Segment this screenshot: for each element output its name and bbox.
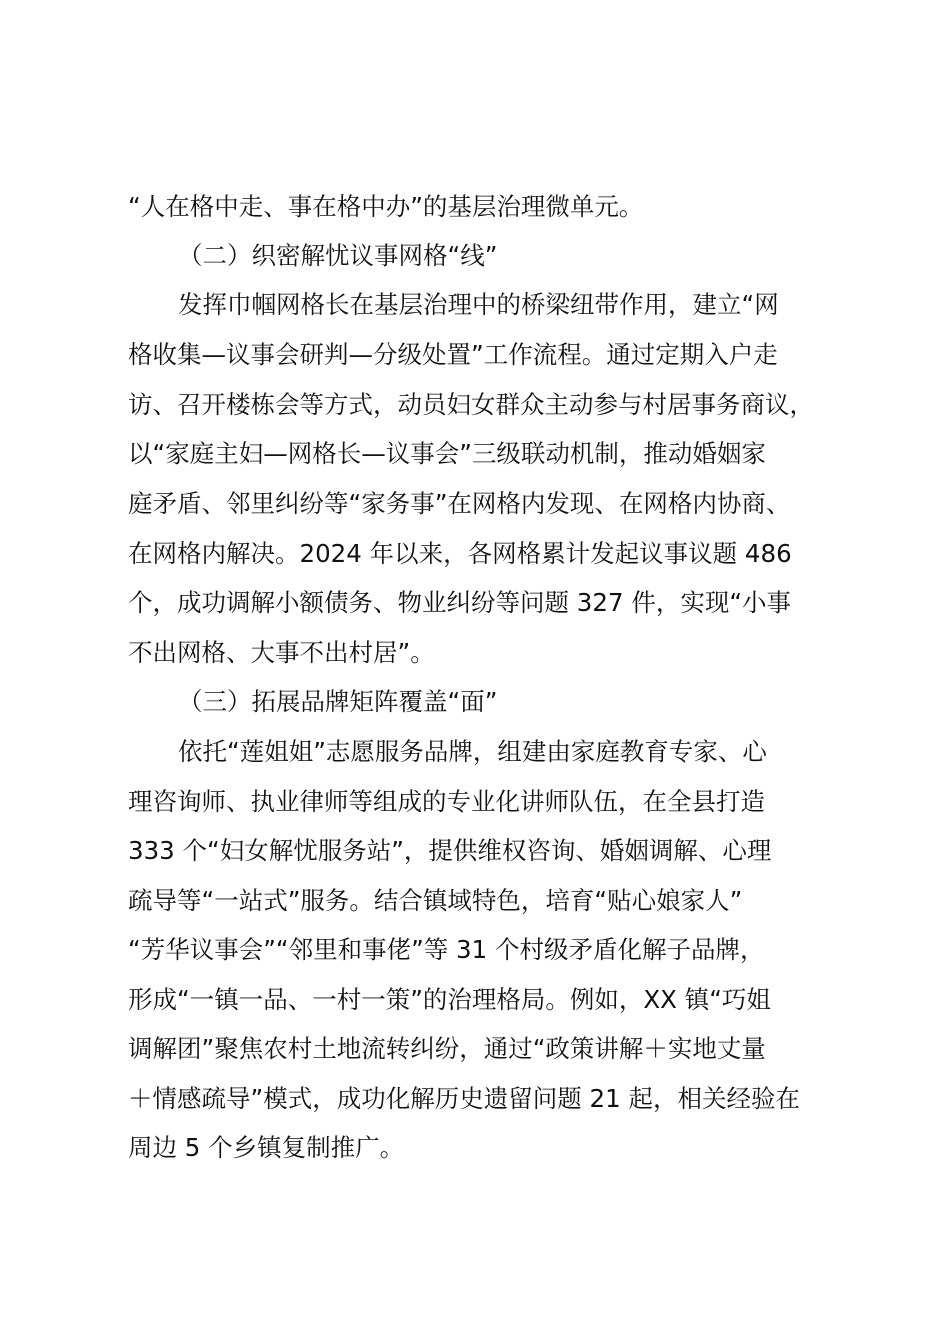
paragraph-line: 调解团”聚焦农村土地流转纠纷，通过“政策讲解＋实地丈量 bbox=[128, 1034, 766, 1063]
paragraph-line: 不出网格、大事不出村居”。 bbox=[128, 638, 435, 667]
paragraph-line: 庭矛盾、邻里纠纷等“家务事”在网格内发现、在网格内协商、 bbox=[128, 489, 791, 518]
paragraph-line: 周边 5 个乡镇复制推广。 bbox=[128, 1133, 405, 1162]
paragraph-line: ＋情感疏导”模式，成功化解历史遗留问题 21 起，相关经验在 bbox=[128, 1084, 800, 1113]
paragraph-line: 333 个“妇女解忧服务站”，提供维权咨询、婚姻调解、心理 bbox=[128, 836, 772, 865]
paragraph-line: 依托“莲姐姐”志愿服务品牌，组建由家庭教育专家、心 bbox=[178, 737, 767, 766]
paragraph-line: 格收集—议事会研判—分级处置”工作流程。通过定期入户走 bbox=[128, 340, 778, 369]
paragraph-line: 个，成功调解小额债务、物业纠纷等问题 327 件，实现“小事 bbox=[128, 588, 792, 617]
paragraph-line: “人在格中走、事在格中办”的基层治理微单元。 bbox=[128, 192, 644, 221]
section-heading: （三）拓展品牌矩阵覆盖“面” bbox=[178, 687, 498, 716]
paragraph-line: 发挥巾帼网格长在基层治理中的桥梁纽带作用，建立“网 bbox=[178, 290, 779, 319]
paragraph-line: 理咨询师、执业律师等组成的专业化讲师队伍，在全县打造 bbox=[128, 787, 765, 816]
paragraph-line: 疏导等“一站式”服务。结合镇域特色，培育“贴心娘家人” bbox=[128, 886, 743, 915]
paragraph-line: 以“家庭主妇—网格长—议事会”三级联动机制，推动婚姻家 bbox=[128, 439, 766, 468]
section-heading: （二）织密解忧议事网格“线” bbox=[178, 241, 498, 270]
paragraph-line: 访、召开楼栋会等方式，动员妇女群众主动参与村居事务商议， bbox=[128, 390, 814, 419]
paragraph-line: 形成“一镇一品、一村一策”的治理格局。例如，XX 镇“巧姐 bbox=[128, 985, 771, 1014]
paragraph-line: “芳华议事会”“邻里和事佬”等 31 个村级矛盾化解子品牌， bbox=[128, 935, 765, 964]
paragraph-line: 在网格内解决。2024 年以来，各网格累计发起议事议题 486 bbox=[128, 539, 792, 568]
